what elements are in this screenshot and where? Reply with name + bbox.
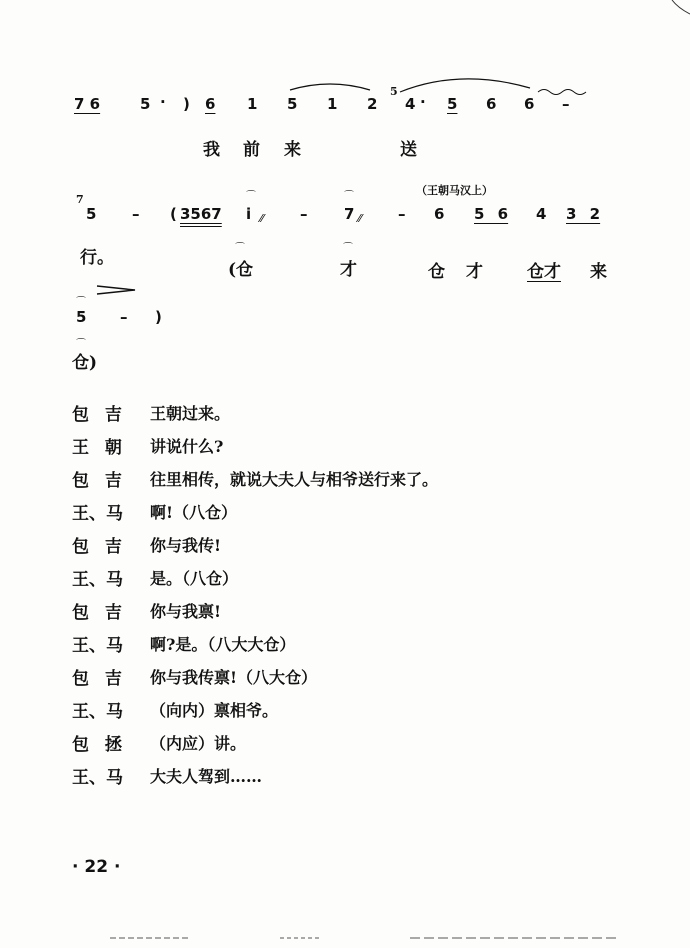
note-4: 4 [536,205,547,223]
grace-7: 7 [76,193,84,206]
dash: – [120,308,128,326]
dialogue-speaker: 王、马 [72,636,123,656]
stage-direction: （王朝马汉上） [416,184,493,197]
dot: · [160,93,166,111]
fermata-icon: ⌒ [76,339,86,350]
note-5-6: 5 6 [474,205,509,223]
tremolo-1: ⁄⁄ [260,212,264,225]
dialogue-speaker: 包 吉 [72,603,122,623]
note-1b: 1 [327,95,338,113]
paren-open: ( [170,205,177,223]
dialogue-line: （内应）讲。 [150,734,247,753]
dialogue-speaker: 王、马 [72,504,123,524]
dialogue-line: 讲说什么? [150,437,224,456]
note-7-6: 7 6 [74,95,101,113]
note-6b: 6 [486,95,497,113]
dialogue-line: 大夫人驾到…… [150,767,263,786]
fermata-icon: ⌒ [246,191,256,202]
tremolo-2: ⁄⁄ [358,212,362,225]
page-number: · 22 · [72,857,121,877]
dialogue-line: 王朝过来。 [150,404,231,423]
lyric-lai-2: 来 [590,262,607,282]
fermata-icon: ⌒ [343,243,353,254]
lyric-cai-1: 才 [340,260,357,280]
note-5: 5 [76,308,87,326]
lyric-cangcai: 仓才 [527,262,561,282]
note-5c: 5 [447,95,458,113]
dialogue-line: 啊?是。（八大大仓） [150,635,296,654]
lyric-wo: 我 [203,140,220,160]
dialogue-speaker: 包 拯 [72,735,122,755]
lyric-qian: 前 [243,140,260,160]
note-6: 6 [205,95,216,113]
note-1: 1 [247,95,258,113]
dialogue-line: （向内）禀相爷。 [150,701,279,720]
dialogue-speaker: 王、马 [72,768,123,788]
paren-close: ) [183,95,190,113]
note-7: 7 [344,205,355,223]
note-5b: 5 [287,95,298,113]
fermata-icon: ⌒ [76,297,86,308]
note-i: i [246,205,252,223]
lyric-cai-2: 才 [466,262,483,282]
dash-2: – [300,205,308,223]
dialogue-speaker: 王 朝 [72,438,122,458]
note-6: 6 [434,205,445,223]
note-6c: 6 [524,95,535,113]
dialogue-line: 是。（八仓） [150,569,239,588]
note-3-2: 3 2 [566,205,601,223]
lyric-cang-2: 仓 [428,262,445,282]
dialogue-speaker: 王、马 [72,702,123,722]
paren-close: ) [155,308,162,326]
dialogue-speaker: 包 吉 [72,537,122,557]
dialogue-line: 你与我禀! [150,602,222,621]
dialogue-line: 往里相传，就说大夫人与相爷送行来了。 [150,470,439,489]
lyric-cang-1: (仓 [228,260,254,280]
dialogue-speaker: 王、马 [72,570,123,590]
dialogue-line: 你与我传! [150,536,222,555]
grace-5: 5 [390,85,398,98]
dialogue-speaker: 包 吉 [72,669,122,689]
dialogue-line: 你与我传禀!（八大仓） [150,668,318,687]
lyric-lai: 来 [284,140,301,160]
dash: – [562,95,570,113]
lyric-xing: 行。 [80,248,114,268]
lyric-song: 送 [400,140,417,160]
note-5: 5 [140,95,151,113]
dash-3: – [398,205,406,223]
fermata-icon: ⌒ [235,243,245,254]
lyric-cang: 仓) [72,353,98,373]
fermata-icon: ⌒ [344,191,354,202]
dialogue-speaker: 包 吉 [72,405,122,425]
note-5: 5 [86,205,97,223]
note-2: 2 [367,95,378,113]
dialogue-line: 啊!（八仓） [150,503,238,522]
dialogue-speaker: 包 吉 [72,471,122,491]
note-4: 4 [405,95,416,113]
note-3567: 3567 [180,205,222,223]
dot-2: · [420,93,426,111]
dash: – [132,205,140,223]
